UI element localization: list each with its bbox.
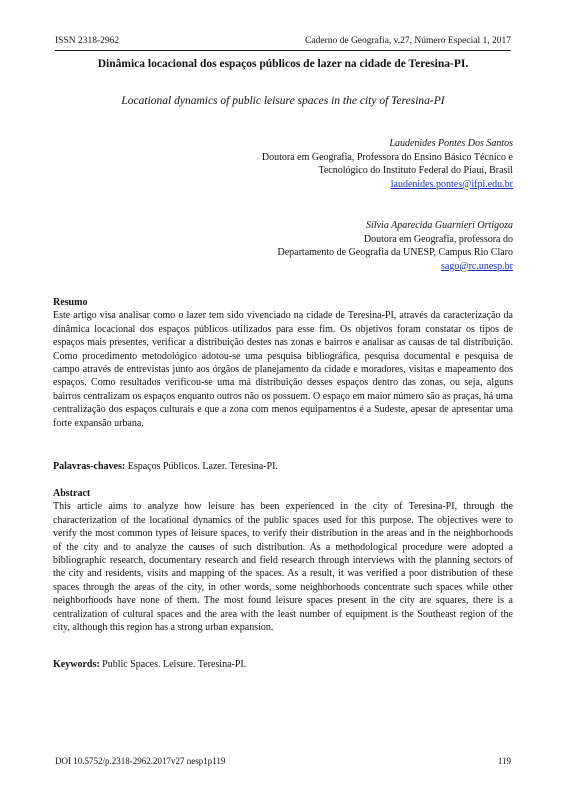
author-affiliation-line: Tecnológico do Instituto Federal do Piauí, Brasil xyxy=(318,165,513,176)
author-block-1 xyxy=(262,137,513,191)
header-rule xyxy=(55,50,511,51)
author-email-link[interactable]: sago@rc.unesp.br xyxy=(441,260,513,272)
author-affiliation-line: Doutora em Geografia, Professora do Ensino Básico Técnico e xyxy=(261,151,513,163)
issn: ISSN 2318-2962 xyxy=(55,36,120,46)
author-affiliation-line: Doutora em Geografia, professora do xyxy=(363,233,513,245)
resumo-text: Este artigo visa analisar como o lazer tem sido vivenciado na cidade de Teresina-PI, através da caracterização da dinâmica locacional dos espaços públicos utilizados para esse fim. Os objetivos foram constatar os tipos de espaços mais presentes, verificar a distribuição destes nas zonas e bairros e analisar as causas de tal distribuição. Como procedimento metodológico adotou-se uma pesquisa bibliográfica, pesquisa documental e pesquisa de campo através de entrevistas junto aos órgãos de planejamento da cidade e moradores, visitas e mapeamento dos espaços. Como resultados verificou-se uma má distribuição desses espaços dentro das zonas, ou seja, alguns bairros centralizam os espaços enquanto outros não os possuem. O espaço em maior número são as praças, há uma centralização dos espaços culturais e que a zona com menos equipamentos é a Sudeste, apesar de apresentar uma forte expansão urbana. xyxy=(53,310,513,429)
article-subtitle: Locational dynamics of public leisure spaces in the city of Teresina-PI xyxy=(121,95,445,107)
running-header xyxy=(55,36,511,46)
author-name: Laudenides Pontes Dos Santos xyxy=(389,138,513,149)
author-affiliation-line: Departamento de Geografia da UNESP, Campus Rio Claro xyxy=(277,247,513,258)
resumo-section xyxy=(53,296,513,430)
author-block-2 xyxy=(277,219,513,273)
abstract-text: This article aims to analyze how leisure has been experienced in the city of Teresina-PI, through the characterization of the locational dynamics of the public spaces used for this purpose. The objectives were to verify the most common types of leisure spaces, to verify their distribution in the areas and in the neighborhoods of the city and to analyze the causes of such distribution. As a methodological procedure were adopted a bibliographic research, documentary research and field research through interviews with the planning sectors of the city and residents, visits and mapping of the spaces. As a result, it was verified a poor distribution of these spaces through the areas of the city, in other words, some neighborhoods concentrate such spaces while other neighborhoods have none of them. The most found leisure spaces present in the city are squares, there is a centralization of cultural spaces and the area with the least number of equipment is the Southeast region of the city, although this region has a strong urban expansion. xyxy=(53,501,513,634)
palavras-text: Espaços Públicos. Lazer. Teresina-PI. xyxy=(125,461,278,472)
abstract-section xyxy=(53,487,513,634)
keywords xyxy=(53,658,513,671)
palavras-chaves xyxy=(53,460,513,473)
author-email-link[interactable]: laudenides.pontes@ifpi.edu.br xyxy=(390,178,513,190)
doi: DOI 10.5752/p.2318-2962.2017v27 nesp1p119 xyxy=(55,756,226,766)
author-name: Silvia Aparecida Guarnieri Ortigoza xyxy=(366,220,513,231)
palavras-label: Palavras-chaves: xyxy=(53,461,126,472)
page-number: 119 xyxy=(497,756,511,766)
keywords-text: Public Spaces. Leisure. Teresina-PI. xyxy=(99,659,247,670)
abstract-heading: Abstract xyxy=(53,488,91,499)
page-footer xyxy=(55,756,511,766)
article-title: Dinâmica locacional dos espaços públicos de lazer na cidade de Teresina-PI. xyxy=(97,58,469,70)
keywords-label: Keywords: xyxy=(53,659,100,670)
resumo-heading: Resumo xyxy=(53,297,88,308)
journal-citation: Caderno de Geografia, v.27, Número Especial 1, 2017 xyxy=(305,36,511,46)
